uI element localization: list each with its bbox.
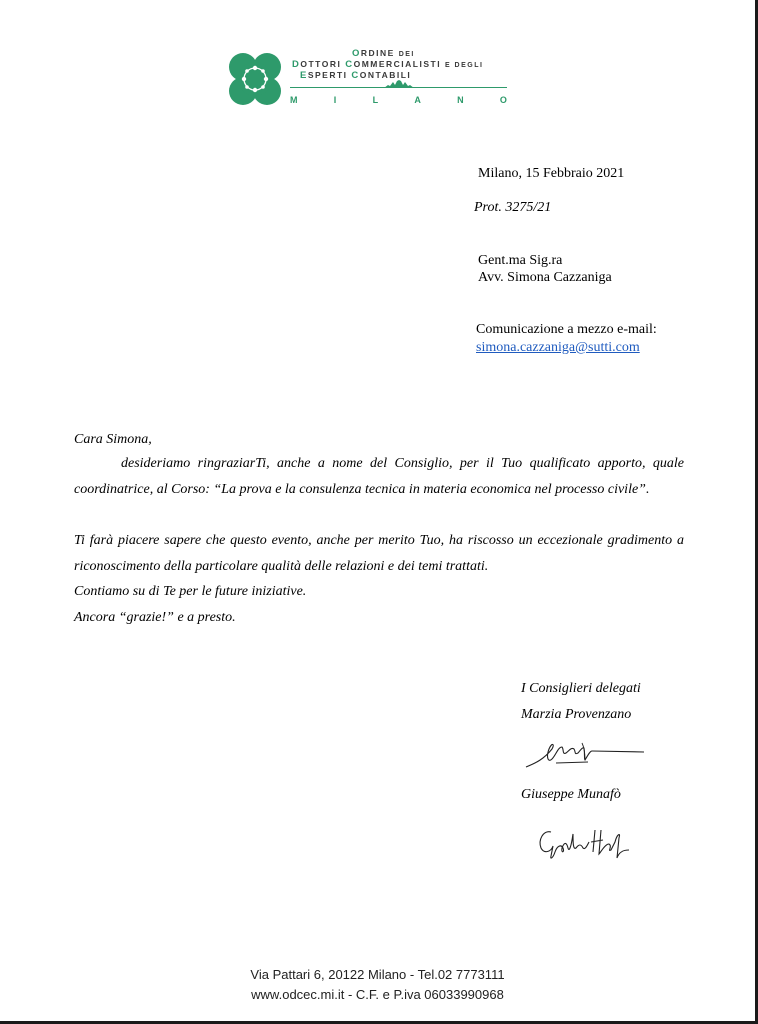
recipient-name: Avv. Simona Cazzaniga [478,270,612,285]
body-closing-line: Ancora “grazie!” e a presto. [74,610,236,625]
footer-web-fiscal: www.odcec.mi.it - C.F. e P.iva 06033990968 [251,987,504,1002]
recipient-title: Gent.ma Sig.ra [478,253,563,268]
org-name-line2: DOTTORI COMMERCIALISTI E DEGLI [292,59,484,70]
delivery-method: Comunicazione a mezzo e-mail: [476,322,657,337]
org-name-line1: ORDINE DEI [352,48,415,59]
letter-date: Milano, 15 Febbraio 2021 [478,166,625,181]
org-name-line3: ESPERTI CONTABILI [300,70,412,81]
signatory-role: I Consiglieri delegati [521,681,641,696]
body-line-3: Contiamo su di Te per le future iniziative. [74,584,307,599]
signatory-name-2: Giuseppe Munafò [521,787,621,802]
handwritten-signature-1 [522,733,647,773]
signatory-name-1: Marzia Provenzano [521,707,632,722]
handwritten-signature-2 [535,822,635,864]
city-name: M I L A N O [290,95,507,105]
odcec-logo-icon [226,50,284,108]
salutation: Cara Simona, [74,432,152,447]
recipient-email-link[interactable]: simona.cazzaniga@sutti.com [476,340,640,355]
body-paragraph-2: Ti farà piacere sapere che questo evento, anche per merito Tuo, ha riscosso un eccezionale gradimento a riconoscimento della particolare qualità delle relazioni e dei temi trattati. [74,533,684,574]
body-paragraph-1: desideriamo ringraziarTi, anche a nome del Consiglio, per il Tuo qualificato apporto, quale coordinatrice, al Corso: “La prova e la consulenza tecnica in materia economica nel processo civile”. [74,456,684,497]
letterhead-rule [290,87,507,88]
protocol-number: Prot. 3275/21 [474,200,552,215]
footer-address: Via Pattari 6, 20122 Milano - Tel.02 7773111 [250,967,505,982]
